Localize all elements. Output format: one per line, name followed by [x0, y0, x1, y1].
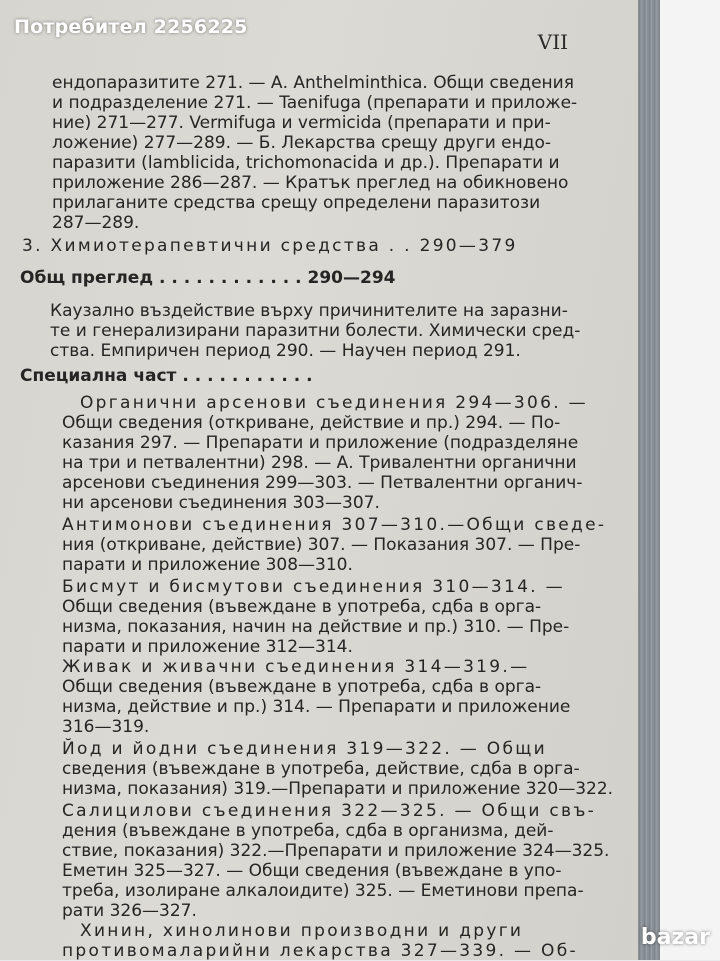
text-line: приложение 286—287. — Кратък преглед на обикновено — [52, 173, 569, 193]
text-line: треба, изолиране алкалоидите) 325. — Еметинови препа- — [62, 881, 584, 901]
text-line: Общи сведения (въвеждане в употреба, сдба в орга- — [62, 677, 542, 697]
text-line: ендопаразитите 271. — А. Anthelminthica. Общи сведения — [52, 73, 574, 93]
text-line: 316—319. — [62, 717, 150, 737]
text-line: на три и петвалентни) 298. — А. Тривалентни органични — [62, 453, 577, 473]
text-line: Каузално въздействие върху причинителите на заразни- — [50, 301, 568, 321]
text-line: ни арсенови съединения 303—307. — [62, 493, 380, 513]
entry-heading: Органични арсенови съединения 294—306. — — [80, 393, 588, 413]
text-line: ние) 271—277. Vermifuga и vermicida (препарати и при- — [52, 113, 551, 133]
bazar-logo: bazar — [640, 925, 710, 950]
entry-heading: Бисмут и бисмутови съединения 310—314. — — [62, 577, 565, 597]
text-line: рати 326—327. — [62, 901, 197, 921]
text-line: низма, показания) 319.—Препарати и приложение 320—322. — [62, 779, 614, 799]
user-watermark: Потребител 2256225 — [14, 16, 248, 38]
entry-heading: Живак и живачни съединения 314—319.— — [62, 657, 530, 677]
text-line: Общи сведения (откриване, действие и пр.) 294. — По- — [62, 413, 561, 433]
text-line: казания 297. — Препарати и приложение (подразделяне — [62, 433, 579, 453]
background-surface — [660, 0, 720, 960]
section-heading-overview: Общ преглед . . . . . . . . . . . . 290—294 — [20, 268, 396, 288]
entry-heading: Салицилови съединения 322—325. — Общи свъ- — [62, 801, 597, 821]
text-line: паразити (lamblicida, trichomonacida и др.). Препарати и — [52, 153, 560, 173]
section-heading-special: Специална част . . . . . . . . . . . — [20, 366, 313, 386]
text-line: низма, действие и пр.) 314. — Препарати и приложение — [62, 697, 571, 717]
text-line: и подразделение 271. — Taenifuga (препарати и приложе- — [52, 93, 578, 113]
text-line: ства. Емпиричен период 290. — Научен период 291. — [50, 341, 521, 361]
text-line: прилаганите средства срещу определени паразитози — [52, 193, 541, 213]
text-line: низма, показания, начин на действие и пр.) 310. — Пре- — [62, 617, 570, 637]
text-line: Общи сведения (въвеждане в употреба, сдба в орга- — [62, 597, 542, 617]
text-line: ния (откриване, действие) 307. — Показания 307. — Пре- — [62, 535, 581, 555]
section-heading: 3. Химиотерапевтични средства . . 290—379 — [22, 236, 518, 256]
entry-heading: противомаларийни лекарства 327—339. — Об- — [62, 941, 578, 961]
entry-heading: Хинин, хинолинови производни и други — [80, 921, 524, 941]
text-line: парати и приложение 308—310. — [62, 555, 353, 575]
text-line: те и генерализирани паразитни болести. Химически сред- — [50, 321, 581, 341]
text-line: сведения (въвеждане в употреба, действие, сдба в орга- — [62, 759, 580, 779]
entry-heading: Еметин 325—327. — Общи сведения (въвеждане в упо- — [62, 861, 562, 881]
text-line: ствие, показания) 322.—Препарати и приложение 324—325. — [62, 841, 610, 861]
text-line: дения (въвеждане в употреба, сдба в организма, дей- — [62, 821, 554, 841]
text-line: парати и приложение 312—314. — [62, 637, 353, 657]
book-spine — [638, 0, 660, 960]
text-line: арсенови съединения 299—303. — Петвалентни органич- — [62, 473, 583, 493]
page-number: VII — [537, 30, 568, 54]
entry-heading: Йод и йодни съединения 319—322. — Общи — [62, 739, 547, 759]
entry-heading: Антимонови съединения 307—310.—Общи сведе- — [62, 515, 607, 535]
text-line: 287—289. — [52, 213, 140, 233]
text-line: ложение) 277—289. — Б. Лекарства срещу други ендо- — [52, 133, 552, 153]
